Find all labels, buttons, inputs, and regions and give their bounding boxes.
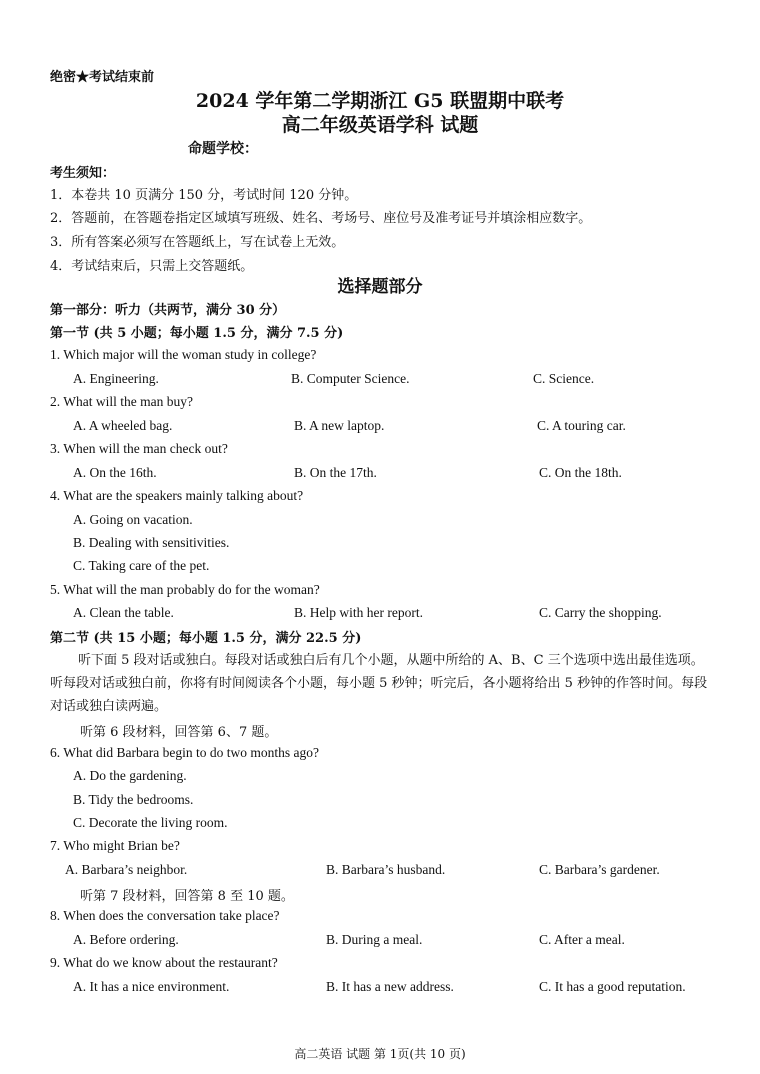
question-4-option-a: A. Going on vacation. — [73, 512, 193, 527]
section2-instructions-text: 听下面 5 段对话或独白。每段对话或独白后有几个小题，从题中所给的 A、B、C 三个选项中选出最佳选项。听每段对话或独白前，你将有时间阅读各个小题，每小题 5 秒钟；听完后，各小题将给出 5 秒钟的作答时间。每段对话或独白读两遍。 — [50, 653, 708, 714]
question-1: 1. Which major will the woman study in college? — [50, 347, 317, 362]
part1-heading: 第一部分：听力（共两节，满分 30 分） — [50, 303, 286, 318]
listening-note-7: 听第 7 段材料，回答第 8 至 10 题。 — [80, 889, 294, 904]
question-4-option-b: B. Dealing with sensitivities. — [73, 535, 230, 550]
section2-heading: 第二节 (共 15 小题；每小题 1.5 分，满分 22.5 分) — [50, 631, 362, 646]
notice-item: 3．所有答案必须写在答题纸上，写在试卷上无效。 — [50, 235, 345, 250]
listening-note-6: 听第 6 段材料，回答第 6、7 题。 — [80, 725, 278, 740]
question-9-option-a: A. It has a nice environment. — [73, 979, 230, 994]
question-5: 5. What will the man probably do for the woman? — [50, 582, 320, 597]
question-2-option-b: B. A new laptop. — [294, 418, 385, 433]
confidential-label: 绝密★考试结束前 — [50, 70, 155, 85]
question-3-option-b: B. On the 17th. — [294, 465, 377, 480]
question-3-option-c: C. On the 18th. — [539, 465, 622, 480]
question-2-option-a: A. A wheeled bag. — [73, 418, 173, 433]
question-6: 6. What did Barbara begin to do two months ago? — [50, 745, 319, 760]
section1-heading: 第一节 (共 5 小题；每小题 1.5 分，满分 7.5 分) — [50, 326, 344, 341]
question-6-option-c: C. Decorate the living room. — [73, 815, 228, 830]
question-2: 2. What will the man buy? — [50, 394, 193, 409]
exam-subtitle: 高二年级英语学科 试题 — [281, 114, 479, 136]
part-title: 选择题部分 — [337, 277, 423, 297]
question-8-option-a: A. Before ordering. — [73, 932, 179, 947]
question-8: 8. When does the conversation take place? — [50, 908, 280, 923]
question-5-option-b: B. Help with her report. — [294, 605, 423, 620]
exam-title: 2024 学年第二学期浙江 G5 联盟期中联考 — [195, 90, 565, 112]
question-1-option-a: A. Engineering. — [73, 371, 159, 386]
question-6-option-a: A. Do the gardening. — [73, 768, 187, 783]
section2-instructions — [50, 649, 715, 718]
question-8-option-c: C. After a meal. — [539, 932, 625, 947]
question-7-option-b: B. Barbara’s husband. — [326, 862, 446, 877]
question-9-option-c: C. It has a good reputation. — [539, 979, 686, 994]
question-9: 9. What do we know about the restaurant? — [50, 955, 278, 970]
notice-item: 4．考试结束后，只需上交答题纸。 — [50, 259, 254, 274]
question-5-option-a: A. Clean the table. — [73, 605, 174, 620]
question-2-option-c: C. A touring car. — [537, 418, 626, 433]
notice-item: 1．本卷共 10 页满分 150 分，考试时间 120 分钟。 — [50, 188, 358, 203]
question-1-option-c: C. Science. — [533, 371, 595, 386]
school-label: 命题学校： — [188, 141, 258, 157]
question-7-option-a: A. Barbara’s neighbor. — [65, 862, 188, 877]
question-9-option-b: B. It has a new address. — [326, 979, 454, 994]
notice-item: 2．答题前，在答题卷指定区域填写班级、姓名、考场号、座位号及准考证号并填涂相应数字。 — [50, 211, 592, 226]
question-3-option-a: A. On the 16th. — [73, 465, 157, 480]
question-4-option-c: C. Taking care of the pet. — [73, 558, 210, 573]
page-footer: 高二英语 试题 第 1页(共 10 页) — [294, 1047, 466, 1061]
question-6-option-b: B. Tidy the bedrooms. — [73, 792, 194, 807]
question-7-option-c: C. Barbara’s gardener. — [539, 862, 660, 877]
question-1-option-b: B. Computer Science. — [291, 371, 410, 386]
question-8-option-b: B. During a meal. — [326, 932, 423, 947]
question-7: 7. Who might Brian be? — [50, 838, 180, 853]
question-4: 4. What are the speakers mainly talking about? — [50, 488, 304, 503]
question-3: 3. When will the man check out? — [50, 441, 228, 456]
question-5-option-c: C. Carry the shopping. — [539, 605, 662, 620]
notice-heading: 考生须知： — [50, 166, 116, 181]
